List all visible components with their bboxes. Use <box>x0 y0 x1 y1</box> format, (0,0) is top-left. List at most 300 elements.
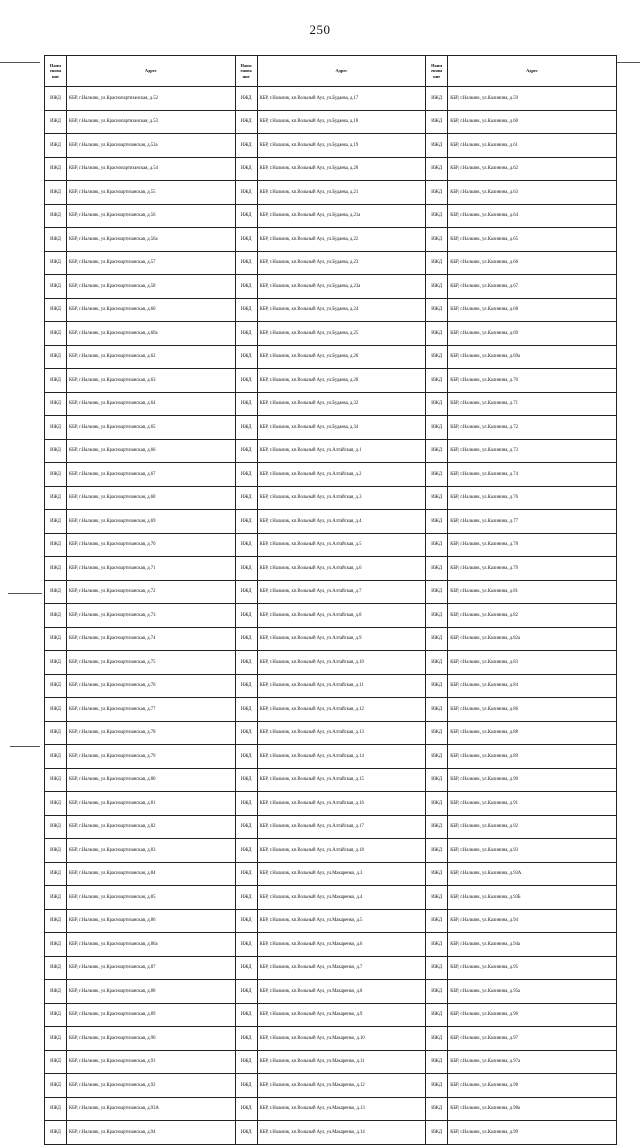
building-type-cell: ИЖД <box>45 369 67 393</box>
building-type-cell: ИЖД <box>235 862 257 886</box>
building-type-cell: ИЖД <box>235 886 257 910</box>
address-cell: КБР, г.Нальчик, ул.Калинина, д.95а <box>448 980 617 1004</box>
address-cell: КБР, г.Нальчик, ул.Красноартизанская, д.65 <box>67 416 236 440</box>
table-row <box>45 392 617 416</box>
table-row <box>45 627 617 651</box>
address-cell: КБР, г.Нальчик, кп.Вольный Аул, ул.Алтайская, д.7 <box>257 580 426 604</box>
address-cell: КБР, г.Нальчик, ул.Красноартизанская, д.81 <box>67 792 236 816</box>
building-type-cell: ИЖД <box>426 627 448 651</box>
building-type-cell: ИЖД <box>235 721 257 745</box>
building-type-cell: ИЖД <box>235 1121 257 1145</box>
scan-mark <box>10 746 40 747</box>
table-row <box>45 933 617 957</box>
address-cell: КБР, г.Нальчик, кп.Вольный Аул, ул.Алтайская, д.13 <box>257 721 426 745</box>
address-cell: КБР, г.Нальчик, ул.Калинина, д.91 <box>448 792 617 816</box>
building-type-cell: ИЖД <box>45 1097 67 1121</box>
address-cell: КБР, г.Нальчик, кп.Вольный Аул, ул.Алтайская, д.8 <box>257 604 426 628</box>
building-type-cell: ИЖД <box>235 486 257 510</box>
address-cell: КБР, г.Нальчик, кп.Вольный Аул, ул.Будаева, д.21а <box>257 204 426 228</box>
building-type-cell: ИЖД <box>426 369 448 393</box>
building-type-cell: ИЖД <box>426 721 448 745</box>
address-cell: КБР, г.Нальчик, ул.Красноартизанская, д.62 <box>67 345 236 369</box>
building-type-cell: ИЖД <box>426 298 448 322</box>
table-row <box>45 298 617 322</box>
building-type-cell: ИЖД <box>45 1050 67 1074</box>
address-cell: КБР, г.Нальчик, кп.Вольный Аул, ул.Алтайская, д.4 <box>257 510 426 534</box>
building-type-cell: ИЖД <box>235 463 257 487</box>
address-cell: КБР, г.Нальчик, ул.Красноартизанская, д.70 <box>67 533 236 557</box>
building-type-cell: ИЖД <box>426 980 448 1004</box>
building-type-cell: ИЖД <box>235 1027 257 1051</box>
building-type-cell: ИЖД <box>426 768 448 792</box>
table-row <box>45 439 617 463</box>
building-type-cell: ИЖД <box>235 228 257 252</box>
building-type-cell: ИЖД <box>235 557 257 581</box>
address-cell: КБР, г.Нальчик, ул.Калинина, д.95 <box>448 956 617 980</box>
building-type-cell: ИЖД <box>45 322 67 346</box>
building-type-cell: ИЖД <box>45 87 67 111</box>
building-type-cell: ИЖД <box>426 651 448 675</box>
table-row <box>45 416 617 440</box>
address-cell: КБР, г.Нальчик, кп.Вольный Аул, ул.Макаренко, д.8 <box>257 980 426 1004</box>
building-type-cell: ИЖД <box>45 745 67 769</box>
building-type-cell: ИЖД <box>235 580 257 604</box>
address-cell: КБР, г.Нальчик, ул.Калинина, д.86 <box>448 698 617 722</box>
address-cell: КБР, г.Нальчик, ул.Красноартизанская, д.58 <box>67 275 236 299</box>
address-cell: КБР, г.Нальчик, ул.Красноартизанская, д.56 <box>67 204 236 228</box>
building-type-cell: ИЖД <box>45 1027 67 1051</box>
building-type-cell: ИЖД <box>235 909 257 933</box>
address-cell: КБР, г.Нальчик, кп.Вольный Аул, ул.Будаева, д.25 <box>257 322 426 346</box>
address-cell: КБР, г.Нальчик, ул.Красноартизанская, д.85 <box>67 886 236 910</box>
building-type-cell: ИЖД <box>426 745 448 769</box>
scan-mark <box>0 62 40 63</box>
address-cell: КБР, г.Нальчик, кп.Вольный Аул, ул.Алтайская, д.12 <box>257 698 426 722</box>
address-cell: КБР, г.Нальчик, ул.Калинина, д.97 <box>448 1027 617 1051</box>
address-cell: КБР, г.Нальчик, ул.Красноартизанская, д.83 <box>67 839 236 863</box>
building-type-cell: ИЖД <box>426 1121 448 1145</box>
building-type-cell: ИЖД <box>426 439 448 463</box>
address-cell: КБР, г.Нальчик, ул.Красноартизанская, д.90 <box>67 1027 236 1051</box>
address-cell: КБР, г.Нальчик, кп.Вольный Аул, ул.Алтайская, д.6 <box>257 557 426 581</box>
address-cell: КБР, г.Нальчик, ул.Красноартизанская, д.82 <box>67 815 236 839</box>
address-cell: КБР, г.Нальчик, ул.Красноартизанская, д.78 <box>67 721 236 745</box>
building-type-cell: ИЖД <box>235 369 257 393</box>
address-cell: КБР, г.Нальчик, кп.Вольный Аул, ул.Макаренко, д.10 <box>257 1027 426 1051</box>
table-row <box>45 839 617 863</box>
address-cell: КБР, г.Нальчик, кп.Вольный Аул, ул.Будаева, д.21 <box>257 181 426 205</box>
address-cell: КБР, г.Нальчик, ул.Калинина, д.82а <box>448 627 617 651</box>
address-cell: КБР, г.Нальчик, кп.Вольный Аул, ул.Алтайская, д.18 <box>257 839 426 863</box>
table-row <box>45 698 617 722</box>
table-row <box>45 956 617 980</box>
building-type-cell: ИЖД <box>426 157 448 181</box>
address-cell: КБР, г.Нальчик, ул.Красноартизанская, д.71 <box>67 557 236 581</box>
address-cell: КБР, г.Нальчик, ул.Калинина, д.98 <box>448 1074 617 1098</box>
address-cell: КБР, г.Нальчик, кп.Вольный Аул, ул.Будаева, д.32 <box>257 392 426 416</box>
building-type-cell: ИЖД <box>45 909 67 933</box>
building-type-cell: ИЖД <box>235 745 257 769</box>
building-type-cell: ИЖД <box>45 980 67 1004</box>
address-cell: КБР, г.Нальчик, ул.Красноартизанская, д.68 <box>67 486 236 510</box>
address-cell: КБР, г.Нальчик, ул.Красноартизанская, д.94 <box>67 1121 236 1145</box>
building-type-cell: ИЖД <box>235 815 257 839</box>
building-type-cell: ИЖД <box>45 110 67 134</box>
address-cell: КБР, г.Нальчик, кп.Вольный Аул, ул.Алтайская, д.9 <box>257 627 426 651</box>
table-row <box>45 157 617 181</box>
table-row <box>45 604 617 628</box>
address-cell: КБР, г.Нальчик, ул.Калинина, д.93А <box>448 862 617 886</box>
address-cell: КБР, г.Нальчик, ул.Калинина, д.81 <box>448 580 617 604</box>
building-type-cell: ИЖД <box>45 933 67 957</box>
building-type-cell: ИЖД <box>426 181 448 205</box>
address-cell: КБР, г.Нальчик, ул.Калинина, д.78 <box>448 533 617 557</box>
table-row <box>45 369 617 393</box>
building-type-cell: ИЖД <box>235 627 257 651</box>
address-cell: КБР, г.Нальчик, ул.Красноартизанская, д.67 <box>67 463 236 487</box>
table-row <box>45 862 617 886</box>
address-cell: КБР, г.Нальчик, ул.Калинина, д.76 <box>448 486 617 510</box>
table-row <box>45 275 617 299</box>
building-type-cell: ИЖД <box>235 533 257 557</box>
header-type: Наим енова ние <box>426 56 448 87</box>
table-row <box>45 980 617 1004</box>
address-cell: КБР, г.Нальчик, ул.Калинина, д.69а <box>448 345 617 369</box>
building-type-cell: ИЖД <box>45 228 67 252</box>
scan-mark <box>8 593 42 594</box>
building-type-cell: ИЖД <box>235 275 257 299</box>
address-cell: КБР, г.Нальчик, кп.Вольный Аул, ул.Макаренко, д.14 <box>257 1121 426 1145</box>
building-type-cell: ИЖД <box>235 392 257 416</box>
building-type-cell: ИЖД <box>426 1097 448 1121</box>
address-cell: КБР, г.Нальчик, ул.Красноартизанская, д.73 <box>67 604 236 628</box>
address-table-container <box>44 55 616 1145</box>
building-type-cell: ИЖД <box>426 909 448 933</box>
address-cell: КБР, г.Нальчик, ул.Красноартизанская, д.55 <box>67 181 236 205</box>
building-type-cell: ИЖД <box>235 510 257 534</box>
building-type-cell: ИЖД <box>45 792 67 816</box>
address-cell: КБР, г.Нальчик, ул.Красноартизанская, д.63 <box>67 369 236 393</box>
address-cell: КБР, г.Нальчик, ул.Калинина, д.74 <box>448 463 617 487</box>
table-row <box>45 674 617 698</box>
table-row <box>45 909 617 933</box>
address-cell: КБР, г.Нальчик, ул.Красноартизанская, д.56а <box>67 228 236 252</box>
building-type-cell: ИЖД <box>426 416 448 440</box>
table-row <box>45 1121 617 1145</box>
building-type-cell: ИЖД <box>426 792 448 816</box>
address-cell: КБР, г.Нальчик, ул.Красноартизанская, д.60а <box>67 322 236 346</box>
address-cell: КБР, г.Нальчик, ул.Красноартизанская, д.64 <box>67 392 236 416</box>
building-type-cell: ИЖД <box>426 886 448 910</box>
table-row <box>45 486 617 510</box>
address-cell: КБР, г.Нальчик, ул.Калинина, д.79 <box>448 557 617 581</box>
building-type-cell: ИЖД <box>426 1003 448 1027</box>
address-cell: КБР, г.Нальчик, кп.Вольный Аул, ул.Макаренко, д.5 <box>257 909 426 933</box>
table-row <box>45 1074 617 1098</box>
table-row <box>45 533 617 557</box>
address-cell: КБР, г.Нальчик, ул.Калинина, д.60 <box>448 110 617 134</box>
building-type-cell: ИЖД <box>45 275 67 299</box>
address-cell: КБР, г.Нальчик, кп.Вольный Аул, ул.Алтайская, д.3 <box>257 486 426 510</box>
address-cell: КБР, г.Нальчик, кп.Вольный Аул, ул.Алтайская, д.2 <box>257 463 426 487</box>
building-type-cell: ИЖД <box>426 134 448 158</box>
building-type-cell: ИЖД <box>45 651 67 675</box>
building-type-cell: ИЖД <box>45 1121 67 1145</box>
address-cell: КБР, г.Нальчик, кп.Вольный Аул, ул.Будаева, д.17 <box>257 87 426 111</box>
building-type-cell: ИЖД <box>426 1050 448 1074</box>
building-type-cell: ИЖД <box>45 721 67 745</box>
building-type-cell: ИЖД <box>235 1003 257 1027</box>
address-cell: КБР, г.Нальчик, ул.Калинина, д.93 <box>448 839 617 863</box>
building-type-cell: ИЖД <box>235 651 257 675</box>
building-type-cell: ИЖД <box>426 510 448 534</box>
building-type-cell: ИЖД <box>45 392 67 416</box>
address-cell: КБР, г.Нальчик, ул.Красноартизанская, д.72 <box>67 580 236 604</box>
building-type-cell: ИЖД <box>426 110 448 134</box>
address-cell: КБР, г.Нальчик, кп.Вольный Аул, ул.Макаренко, д.12 <box>257 1074 426 1098</box>
table-row <box>45 134 617 158</box>
building-type-cell: ИЖД <box>45 839 67 863</box>
building-type-cell: ИЖД <box>45 510 67 534</box>
building-type-cell: ИЖД <box>45 956 67 980</box>
header-address: Адрес <box>448 56 617 87</box>
header-type: Наим енова ние <box>45 56 67 87</box>
building-type-cell: ИЖД <box>235 839 257 863</box>
address-cell: КБР, г.Нальчик, кп.Вольный Аул, ул.Будаева, д.28 <box>257 369 426 393</box>
scan-mark <box>616 62 640 63</box>
building-type-cell: ИЖД <box>235 674 257 698</box>
table-row <box>45 792 617 816</box>
address-cell: КБР, г.Нальчик, ул.Калинина, д.89 <box>448 745 617 769</box>
address-cell: КБР, г.Нальчик, ул.Красноартизанская, д.66 <box>67 439 236 463</box>
building-type-cell: ИЖД <box>45 1074 67 1098</box>
address-cell: КБР, г.Нальчик, ул.Калинина, д.69 <box>448 322 617 346</box>
building-type-cell: ИЖД <box>45 416 67 440</box>
building-type-cell: ИЖД <box>235 322 257 346</box>
building-type-cell: ИЖД <box>45 1003 67 1027</box>
building-type-cell: ИЖД <box>45 134 67 158</box>
address-cell: КБР, г.Нальчик, ул.Калинина, д.99 <box>448 1121 617 1145</box>
address-cell: КБР, г.Нальчик, ул.Красноартизанская, д.86 <box>67 909 236 933</box>
address-cell: КБР, г.Нальчик, кп.Вольный Аул, ул.Будаева, д.23а <box>257 275 426 299</box>
address-cell: КБР, г.Нальчик, ул.Красноартизанская, д.74 <box>67 627 236 651</box>
building-type-cell: ИЖД <box>45 157 67 181</box>
building-type-cell: ИЖД <box>45 604 67 628</box>
building-type-cell: ИЖД <box>426 1027 448 1051</box>
address-cell: КБР, г.Нальчик, кп.Вольный Аул, ул.Алтайская, д.5 <box>257 533 426 557</box>
table-row <box>45 87 617 111</box>
address-cell: КБР, г.Нальчик, ул.Калинина, д.84 <box>448 674 617 698</box>
address-cell: КБР, г.Нальчик, кп.Вольный Аул, ул.Алтайская, д.1 <box>257 439 426 463</box>
building-type-cell: ИЖД <box>235 698 257 722</box>
address-cell: КБР, г.Нальчик, кп.Вольный Аул, ул.Макаренко, д.6 <box>257 933 426 957</box>
table-row <box>45 651 617 675</box>
table-row <box>45 110 617 134</box>
address-cell: КБР, г.Нальчик, кп.Вольный Аул, ул.Алтайская, д.16 <box>257 792 426 816</box>
header-address: Адрес <box>257 56 426 87</box>
address-cell: КБР, г.Нальчик, кп.Вольный Аул, ул.Макаренко, д.3 <box>257 862 426 886</box>
address-cell: КБР, г.Нальчик, ул.Красноартизанская, д.84 <box>67 862 236 886</box>
address-cell: КБР, г.Нальчик, ул.Калинина, д.70 <box>448 369 617 393</box>
building-type-cell: ИЖД <box>235 1074 257 1098</box>
address-cell: КБР, г.Нальчик, кп.Вольный Аул, ул.Будаева, д.20 <box>257 157 426 181</box>
address-cell: КБР, г.Нальчик, кп.Вольный Аул, ул.Макаренко, д.4 <box>257 886 426 910</box>
building-type-cell: ИЖД <box>45 181 67 205</box>
address-cell: КБР, г.Нальчик, ул.Калинина, д.93Б <box>448 886 617 910</box>
address-cell: КБР, г.Нальчик, ул.Калинина, д.97а <box>448 1050 617 1074</box>
building-type-cell: ИЖД <box>45 251 67 275</box>
building-type-cell: ИЖД <box>235 933 257 957</box>
address-cell: КБР, г.Нальчик, ул.Калинина, д.63 <box>448 181 617 205</box>
building-type-cell: ИЖД <box>45 627 67 651</box>
building-type-cell: ИЖД <box>235 134 257 158</box>
building-type-cell: ИЖД <box>426 275 448 299</box>
address-cell: КБР, г.Нальчик, ул.Красноартизанская, д.79 <box>67 745 236 769</box>
table-row <box>45 1050 617 1074</box>
address-cell: КБР, г.Нальчик, кп.Вольный Аул, ул.Макаренко, д.7 <box>257 956 426 980</box>
table-row <box>45 1003 617 1027</box>
address-cell: КБР, г.Нальчик, ул.Красноартизанская, д.75 <box>67 651 236 675</box>
address-cell: КБР, г.Нальчик, ул.Калинина, д.96 <box>448 1003 617 1027</box>
building-type-cell: ИЖД <box>45 204 67 228</box>
address-cell: КБР, г.Нальчик, кп.Вольный Аул, ул.Будаева, д.24 <box>257 298 426 322</box>
address-cell: КБР, г.Нальчик, ул.Красноартизанская, д.87 <box>67 956 236 980</box>
building-type-cell: ИЖД <box>235 604 257 628</box>
table-row <box>45 557 617 581</box>
building-type-cell: ИЖД <box>235 1097 257 1121</box>
address-cell: КБР, г.Нальчик, ул.Калинина, д.98а <box>448 1097 617 1121</box>
table-row <box>45 815 617 839</box>
building-type-cell: ИЖД <box>426 1074 448 1098</box>
address-cell: КБР, г.Нальчик, кп.Вольный Аул, ул.Алтайская, д.11 <box>257 674 426 698</box>
building-type-cell: ИЖД <box>45 345 67 369</box>
table-row <box>45 345 617 369</box>
address-cell: КБР, г.Нальчик, ул.Красноартизанская, д.77 <box>67 698 236 722</box>
address-cell: КБР, г.Нальчик, ул.Краснопартизанская, д.52 <box>67 87 236 111</box>
address-cell: КБР, г.Нальчик, ул.Красноартизанская, д.86а <box>67 933 236 957</box>
building-type-cell: ИЖД <box>45 557 67 581</box>
building-type-cell: ИЖД <box>426 533 448 557</box>
address-cell: КБР, г.Нальчик, кп.Вольный Аул, ул.Алтайская, д.17 <box>257 815 426 839</box>
address-cell: КБР, г.Нальчик, ул.Красноартизанская, д.69 <box>67 510 236 534</box>
address-cell: КБР, г.Нальчик, ул.Красноартизанская, д.53а <box>67 134 236 158</box>
address-cell: КБР, г.Нальчик, кп.Вольный Аул, ул.Макаренко, д.13 <box>257 1097 426 1121</box>
building-type-cell: ИЖД <box>235 980 257 1004</box>
table-row <box>45 745 617 769</box>
address-cell: КБР, г.Нальчик, ул.Красноартизанская, д.91 <box>67 1050 236 1074</box>
address-cell: КБР, г.Нальчик, ул.Калинина, д.61 <box>448 134 617 158</box>
table-row <box>45 1097 617 1121</box>
building-type-cell: ИЖД <box>426 87 448 111</box>
building-type-cell: ИЖД <box>426 604 448 628</box>
address-cell: КБР, г.Нальчик, ул.Красноартизанская, д.76 <box>67 674 236 698</box>
address-cell: КБР, г.Нальчик, ул.Красноартизанская, д.93А <box>67 1097 236 1121</box>
address-cell: КБР, г.Нальчик, ул.Калинина, д.94а <box>448 933 617 957</box>
building-type-cell: ИЖД <box>426 204 448 228</box>
building-type-cell: ИЖД <box>45 463 67 487</box>
table-row <box>45 721 617 745</box>
building-type-cell: ИЖД <box>235 87 257 111</box>
building-type-cell: ИЖД <box>45 698 67 722</box>
building-type-cell: ИЖД <box>426 345 448 369</box>
building-type-cell: ИЖД <box>235 768 257 792</box>
address-cell: КБР, г.Нальчик, ул.Калинина, д.68 <box>448 298 617 322</box>
address-cell: КБР, г.Нальчик, кп.Вольный Аул, ул.Будаева, д.18 <box>257 110 426 134</box>
address-cell: КБР, г.Нальчик, ул.Калинина, д.92 <box>448 815 617 839</box>
address-cell: КБР, г.Нальчик, ул.Калинина, д.71 <box>448 392 617 416</box>
building-type-cell: ИЖД <box>45 439 67 463</box>
address-cell: КБР, г.Нальчик, ул.Красноартизанская, д.80 <box>67 768 236 792</box>
address-cell: КБР, г.Нальчик, ул.Красноартизанская, д.92 <box>67 1074 236 1098</box>
table-row <box>45 204 617 228</box>
address-cell: КБР, г.Нальчик, ул.Красноартизанская, д.89 <box>67 1003 236 1027</box>
address-cell: КБР, г.Нальчик, ул.Краснопартизанская, д.54 <box>67 157 236 181</box>
address-cell: КБР, г.Нальчик, кп.Вольный Аул, ул.Будаева, д.26 <box>257 345 426 369</box>
address-cell: КБР, г.Нальчик, ул.Калинина, д.72 <box>448 416 617 440</box>
building-type-cell: ИЖД <box>426 486 448 510</box>
address-cell: КБР, г.Нальчик, ул.Калинина, д.77 <box>448 510 617 534</box>
address-cell: КБР, г.Нальчик, ул.Красноартизанская, д.60 <box>67 298 236 322</box>
address-cell: КБР, г.Нальчик, ул.Калинина, д.88 <box>448 721 617 745</box>
building-type-cell: ИЖД <box>235 345 257 369</box>
building-type-cell: ИЖД <box>45 768 67 792</box>
table-row <box>45 463 617 487</box>
building-type-cell: ИЖД <box>426 463 448 487</box>
building-type-cell: ИЖД <box>235 181 257 205</box>
building-type-cell: ИЖД <box>426 674 448 698</box>
building-type-cell: ИЖД <box>235 251 257 275</box>
address-cell: КБР, г.Нальчик, ул.Калинина, д.83 <box>448 651 617 675</box>
table-row <box>45 510 617 534</box>
building-type-cell: ИЖД <box>45 862 67 886</box>
address-cell: КБР, г.Нальчик, ул.Калинина, д.62 <box>448 157 617 181</box>
address-cell: КБР, г.Нальчик, ул.Калинина, д.90 <box>448 768 617 792</box>
building-type-cell: ИЖД <box>45 486 67 510</box>
building-type-cell: ИЖД <box>426 839 448 863</box>
building-type-cell: ИЖД <box>426 698 448 722</box>
building-type-cell: ИЖД <box>426 815 448 839</box>
building-type-cell: ИЖД <box>426 557 448 581</box>
building-type-cell: ИЖД <box>45 580 67 604</box>
address-table <box>44 55 617 1145</box>
table-row <box>45 886 617 910</box>
address-cell: КБР, г.Нальчик, кп.Вольный Аул, ул.Алтайская, д.15 <box>257 768 426 792</box>
table-row <box>45 768 617 792</box>
address-cell: КБР, г.Нальчик, ул.Краснопартизанская, д.53 <box>67 110 236 134</box>
address-cell: КБР, г.Нальчик, ул.Калинина, д.94 <box>448 909 617 933</box>
building-type-cell: ИЖД <box>235 956 257 980</box>
address-cell: КБР, г.Нальчик, кп.Вольный Аул, ул.Алтайская, д.10 <box>257 651 426 675</box>
address-cell: КБР, г.Нальчик, ул.Калинина, д.64 <box>448 204 617 228</box>
building-type-cell: ИЖД <box>235 110 257 134</box>
building-type-cell: ИЖД <box>426 251 448 275</box>
table-row <box>45 228 617 252</box>
header-address: Адрес <box>67 56 236 87</box>
building-type-cell: ИЖД <box>45 886 67 910</box>
building-type-cell: ИЖД <box>45 298 67 322</box>
address-cell: КБР, г.Нальчик, ул.Калинина, д.66 <box>448 251 617 275</box>
building-type-cell: ИЖД <box>235 416 257 440</box>
table-row <box>45 1027 617 1051</box>
table-row <box>45 322 617 346</box>
building-type-cell: ИЖД <box>426 322 448 346</box>
address-cell: КБР, г.Нальчик, кп.Вольный Аул, ул.Макаренко, д.9 <box>257 1003 426 1027</box>
building-type-cell: ИЖД <box>426 933 448 957</box>
building-type-cell: ИЖД <box>45 674 67 698</box>
table-header-row <box>45 56 617 87</box>
page-number: 250 <box>309 22 331 37</box>
address-cell: КБР, г.Нальчик, ул.Красноартизанская, д.57 <box>67 251 236 275</box>
